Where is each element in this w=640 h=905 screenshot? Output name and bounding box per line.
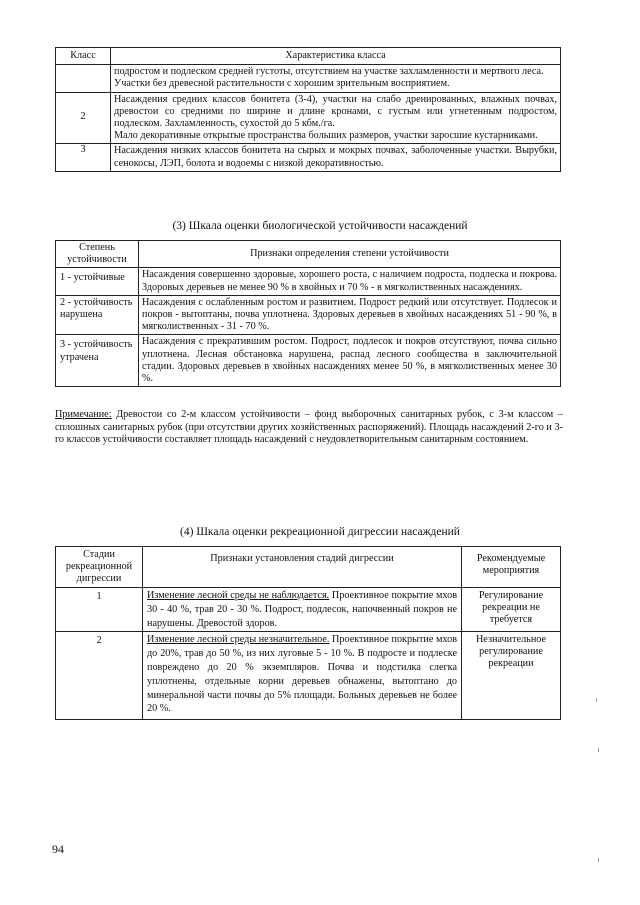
degree-cell: 2 - устойчивость нарушена bbox=[56, 295, 139, 335]
header-actions: Рекомендуемые мероприятия bbox=[462, 547, 561, 588]
table-row bbox=[56, 295, 561, 335]
degree-cell: 1 - устойчивые bbox=[56, 268, 139, 295]
characteristic-cell bbox=[111, 92, 561, 144]
characteristic-line: Насаждения средних классов бонитета (3-4), участки на слабо дренированных, влажных почвах, древостои со средними по ширине и длине кронами, с густым или угнетенным подростом, подлеском. Захламленность, сухостой до 5 кбм./га. bbox=[114, 93, 557, 130]
signs-cell: Насаждения с ослабленным ростом и развитием. Подрост редкий или отсутствует. Подлесок и покров - вытоптаны, почва уплотнена. Здоровых деревьев в хвойных насаждениях 51 - 90 %, в мягколиственных - 31 - 70 %. bbox=[139, 295, 561, 335]
stage-cell: 2 bbox=[56, 632, 143, 720]
class-cell bbox=[56, 65, 111, 92]
stability-scale-table bbox=[55, 240, 561, 387]
table-header-row bbox=[56, 48, 561, 65]
class-cell: 2 bbox=[56, 92, 111, 144]
page-number: 94 bbox=[52, 842, 64, 856]
header-signs: Признаки определения степени устойчивости bbox=[139, 241, 561, 268]
signs-lead: Изменение лесной среды не наблюдается. bbox=[147, 590, 330, 601]
table-header-row bbox=[56, 241, 561, 268]
signs-text: Проективное покрытие мхов 30 - 40 %, трав 20 - 30 %. Подрост, подлесок, напочвенный покров не нарушены. Древостой здоров. bbox=[147, 590, 458, 629]
note-label: Примечание: bbox=[55, 409, 112, 420]
header-degree: Степень устойчивости bbox=[56, 241, 139, 268]
action-cell: Незначительное регулирование рекреации bbox=[462, 632, 561, 720]
stage-cell: 1 bbox=[56, 588, 143, 632]
degree-cell: 3 - устойчивость утрачена bbox=[56, 335, 139, 387]
signs-cell: Насаждения с прекратившим ростом. Подрост, подлесок и покров отсутствуют, почва сильно уплотнена. Лесная обстановка нарушена, распад лесного сообщества в заключительной стадии. Здоровых деревьев в хвойных насаждениях менее 50 %, в мягколиственных менее 30 %. bbox=[139, 335, 561, 387]
class-cell: 3 bbox=[56, 144, 111, 171]
action-cell: Регулирование рекреации не требуется bbox=[462, 588, 561, 632]
stability-note bbox=[55, 409, 563, 447]
signs-text: Проективное покрытие мхов до 20%, трав до 50 %, из них луговые 5 - 10 %. В подросте и подлеске повреждено до 20 % экземпляров. Почва и подстилка слегка уплотнены, отдельные корни деревьев обнажены, вытоптано до минеральной части почвы до 5% площади. Больных деревьев не более 20 %. bbox=[147, 634, 457, 715]
characteristic-cell bbox=[111, 144, 561, 171]
table-row bbox=[56, 144, 561, 171]
scan-mark bbox=[598, 748, 599, 752]
header-stage: Стадии рекреационной дигрессии bbox=[56, 547, 143, 588]
recreation-scale-caption: (4) Шкала оценки рекреационной дигрессии насаждений bbox=[180, 526, 460, 538]
signs-cell bbox=[143, 588, 462, 632]
header-characteristic: Характеристика класса bbox=[111, 48, 561, 65]
table-row bbox=[56, 588, 561, 632]
characteristic-line: Участки без древесной растительности с хорошим зрительным восприятием. bbox=[114, 78, 450, 90]
characteristic-cell bbox=[111, 65, 561, 92]
table-header-row bbox=[56, 547, 561, 588]
table-row bbox=[56, 335, 561, 387]
header-class: Класс bbox=[56, 48, 111, 65]
characteristic-line: подростом и подлеском средней густоты, отсутствием на участке захламленности и мертвого леса. bbox=[114, 66, 544, 78]
signs-cell: Насаждения совершенно здоровые, хорошего роста, с наличием подроста, подлеска и покрова. Здоровых деревьев не менее 90 % в хвойных и 70 % - в мягколиственных насаждениях. bbox=[139, 268, 561, 295]
table-row bbox=[56, 632, 561, 720]
recreation-digression-table bbox=[55, 546, 561, 720]
stability-scale-caption: (3) Шкала оценки биологической устойчивости насаждений bbox=[172, 220, 468, 232]
header-signs: Признаки установления стадий дигрессии bbox=[143, 547, 462, 588]
table-row bbox=[56, 268, 561, 295]
scan-mark bbox=[596, 698, 597, 702]
table-row bbox=[56, 92, 561, 144]
scan-mark bbox=[598, 858, 599, 862]
note-text: Древостои со 2-м классом устойчивости – фонд выборочных санитарных рубок, с 3-м классом – сплошных санитарных рубок (при отсутствии других хозяйственных распоряжений). Площадь насаждений 2-го и 3-го классов устойчивости составляет площадь насаждений с неудовлетворительным санитарным состоянием. bbox=[55, 409, 563, 445]
table-row bbox=[56, 65, 561, 92]
signs-cell bbox=[143, 632, 462, 720]
characteristic-line: Насаждения низких классов бонитета на сырых и мокрых почвах, заболоченные участки. Вырубки, сенокосы, ЛЭП, болота и водоемы с низкой декоративностью. bbox=[114, 145, 557, 169]
signs-lead: Изменение лесной среды незначительное. bbox=[147, 634, 330, 646]
class-characteristics-table bbox=[55, 47, 561, 172]
characteristic-line: Мало декоративные открытые пространства больших размеров, участки заросшие кустарниками. bbox=[114, 130, 538, 142]
